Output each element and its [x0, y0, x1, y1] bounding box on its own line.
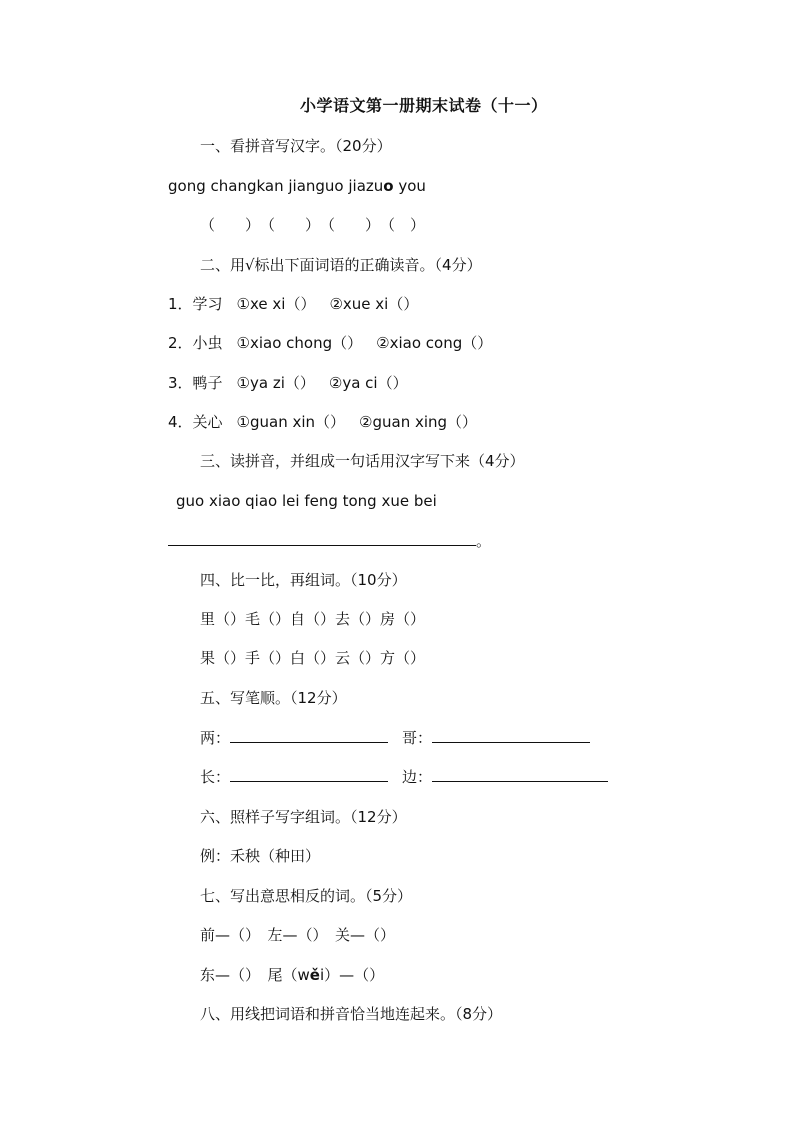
item-number: 2．小虫 [168, 334, 223, 352]
write-underline [230, 767, 388, 782]
section-5-heading: 五、写笔顺。（12分） [200, 689, 347, 707]
section-4-row-2: 果（）手（）白（）云（）方（） [200, 649, 426, 667]
char-label: 长： [200, 768, 231, 786]
antonym-text-end: i）—（） [319, 966, 385, 984]
pinyin-text: gong changkan jianguo jiazu [168, 177, 384, 195]
section-3-heading: 三、读拼音，并组成一句话用汉字写下来（4分） [200, 452, 525, 470]
answer-underline [168, 531, 476, 546]
list-item [168, 294, 418, 314]
list-item [168, 333, 492, 353]
tone-letter: ě [309, 966, 320, 984]
item-number: 3．鸭子 [168, 374, 223, 392]
option-b: ②guan xing（） [359, 413, 478, 431]
section-7-heading: 七、写出意思相反的词。（5分） [200, 887, 413, 905]
stroke-order-row-2 [200, 767, 608, 787]
write-underline [432, 767, 608, 782]
char-label: 边： [402, 768, 433, 786]
item-number: 4．关心 [168, 413, 223, 431]
write-underline [432, 728, 590, 743]
option-b: ②xiao cong（） [376, 334, 493, 352]
section-7-row-1: 前—（） 左—（） 关—（） [200, 926, 396, 944]
section-4-heading: 四、比一比，再组词。（10分） [200, 571, 407, 589]
section-4-row-1: 里（）毛（）自（）去（）房（） [200, 610, 426, 628]
list-item [168, 373, 408, 393]
answer-end-mark: 。 [476, 532, 492, 550]
section-8-heading: 八、用线把词语和拼音恰当地连起来。（8分） [200, 1005, 503, 1023]
section-1-blanks: （ ） （ ） （ ） （ ） [200, 216, 426, 234]
option-b: ②ya ci（） [328, 374, 408, 392]
option-a: ①guan xin（） [236, 413, 346, 431]
antonym-text: 东—（） 尾（w [200, 966, 310, 984]
section-2-heading: 二、用√标出下面词语的正确读音。（4分） [200, 256, 482, 274]
section-6-heading: 六、照样子写字组词。（12分） [200, 808, 407, 826]
option-a: ①xe xi（） [236, 295, 316, 313]
pinyin-bold-o: o [383, 177, 394, 195]
page-title: 小学语文第一册期末试卷（十一） [300, 96, 548, 115]
section-7-row-2 [200, 965, 384, 985]
stroke-order-row-1 [200, 728, 590, 748]
option-a: ①ya zi（） [236, 374, 315, 392]
section-3-pinyin: guo xiao qiao lei feng tong xue bei [176, 492, 437, 510]
option-b: ②xue xi（） [329, 295, 419, 313]
option-a: ①xiao chong（） [236, 334, 363, 352]
list-item [168, 412, 477, 432]
write-underline [230, 728, 388, 743]
char-label: 哥： [402, 729, 433, 747]
section-1-pinyin [168, 176, 426, 196]
answer-line [168, 531, 491, 551]
item-number: 1．学习 [168, 295, 223, 313]
section-6-example: 例：禾秧（种田） [200, 847, 321, 865]
char-label: 两： [200, 729, 231, 747]
section-1-heading: 一、看拼音写汉字。（20分） [200, 137, 392, 155]
pinyin-text-end: you [393, 177, 426, 195]
